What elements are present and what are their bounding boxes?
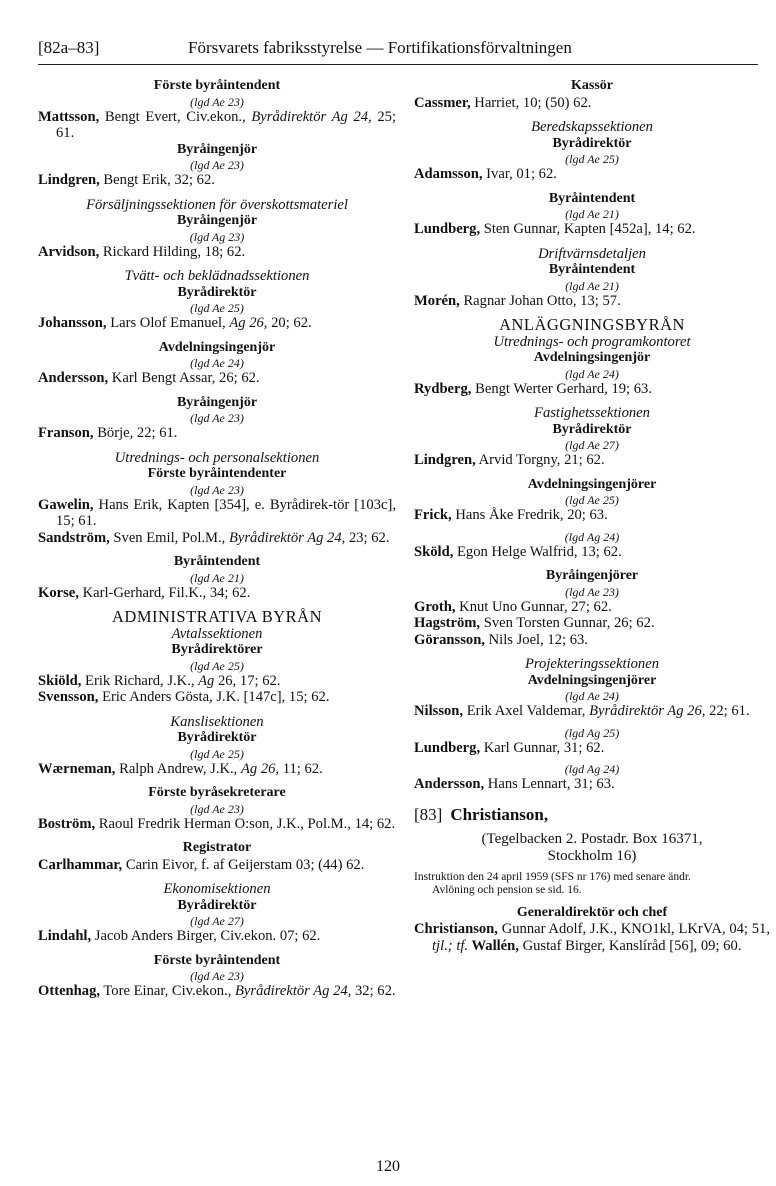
person-entry: Hagström, Sven Torsten Gunnar, 26; 62. — [414, 615, 655, 631]
section-heading: Tvätt- och beklädnadssektionen — [124, 268, 310, 284]
position-title: Byrådirektör — [177, 730, 257, 745]
position-title: Byrådirektör — [552, 421, 632, 437]
page-number: 120 — [376, 1158, 400, 1175]
person-entry: Rydberg, Bengt Werter Gerhard, 19; 63. — [414, 380, 652, 397]
page-reference: [82a–83] — [38, 38, 100, 57]
left-column — [38, 78, 396, 1000]
person-entry: Franson, Börje, 22; 61. — [38, 425, 178, 441]
bureau-heading: ANLÄGGNINGSBYRÅN — [499, 315, 685, 334]
position-title: Byråingenjör — [176, 141, 258, 157]
position-title: Förste byråsekreterare — [148, 785, 286, 800]
salary-grade: (lgd Ae 25) — [565, 152, 619, 166]
position-title: Avdelningsingenjör — [533, 350, 651, 365]
salary-grade: (lgd Ag 24) — [564, 529, 620, 544]
salary-grade: (lgd Ae 24) — [565, 366, 619, 381]
salary-grade: (lgd Ae 25) — [565, 493, 619, 507]
person-entry: Lindahl, Jacob Anders Birger, Civ.ekon. 07; 62. — [38, 928, 321, 944]
position-title: Avdelningsingenjörer — [527, 672, 657, 688]
position-title: Kassör — [571, 78, 613, 93]
position-title: Avdelningsingenjör — [158, 339, 276, 355]
person-entry: Sandström, Sven Emil, Pol.M., Byrådirektör Ag 24, 23; 62. — [38, 529, 390, 546]
position-title: Byråingenjörer — [545, 568, 639, 583]
person-entry: Ottenhag, Tore Einar, Civ.ekon., Byrådirektör Ag 24, 32; 62. — [38, 983, 396, 999]
person-entry: Lundberg, Sten Gunnar, Kapten [452a], 14; 62. — [414, 221, 696, 237]
person-entry: Arvidson, Rickard Hilding, 18; 62. — [38, 243, 246, 260]
section-heading: Utrednings- och personalsektionen — [114, 449, 320, 466]
person-entry: Sköld, Egon Helge Walfrid, 13; 62. — [414, 543, 622, 560]
salary-grade: (lgd Ae 21) — [565, 278, 619, 293]
position-title: Byrådirektör — [552, 135, 632, 151]
person-entry: Svensson, Eric Anders Gösta, J.K. [147c], 15; 62. — [38, 689, 330, 705]
person-entry: Mattsson, Bengt Evert, Civ.ekon., Byrådirektör Ag 24, 25; 61. — [38, 108, 396, 141]
salary-grade: (lgd Ae 25) — [190, 658, 244, 673]
position-title: Byrådirektör — [177, 897, 257, 913]
position-title: Registrator — [182, 840, 252, 855]
salary-grade: (lgd Ae 25) — [190, 301, 244, 315]
bureau-heading: ADMINISTRATIVA BYRÅN — [111, 607, 322, 626]
person-entry: Skiöld, Erik Richard, J.K., Ag 26, 17; 62. — [38, 672, 281, 689]
section-heading: Utrednings- och programkontoret — [493, 333, 691, 350]
header-rule — [38, 64, 758, 65]
salary-grade: (lgd Ae 23) — [190, 94, 244, 109]
salary-grade: (lgd Ae 21) — [565, 207, 619, 221]
person-entry: Carlhammar, Carin Eivor, f. af Geijerstam 03; (44) 62. — [38, 856, 365, 873]
salary-grade: (lgd Ag 24) — [564, 762, 620, 776]
position-title: Byråintendent — [173, 554, 261, 569]
position-title: Byrådirektör — [177, 284, 257, 300]
right-column — [414, 78, 770, 954]
position-title: Byråintendent — [548, 262, 636, 277]
person-entry: Lindgren, Bengt Erik, 32; 62. — [38, 172, 215, 188]
person-entry: Morén, Ragnar Johan Otto, 13; 57. — [414, 292, 621, 309]
person-entry: Groth, Knut Uno Gunnar, 27; 62. — [414, 598, 612, 615]
section-heading: Beredskapssektionen — [531, 119, 653, 135]
salary-grade: (lgd Ae 23) — [190, 482, 244, 497]
salary-grade: (lgd Ag 25) — [564, 725, 620, 740]
person-entry: Lundberg, Karl Gunnar, 31; 62. — [414, 739, 605, 756]
salary-grade: (lgd Ag 23) — [189, 229, 245, 244]
section-heading: Driftvärnsdetaljen — [538, 245, 646, 262]
section-heading: Avtalssektionen — [171, 625, 263, 642]
section-heading: Ekonomisektionen — [163, 881, 271, 897]
person-entry: Korse, Karl-Gerhard, Fil.K., 34; 62. — [38, 584, 251, 601]
person-entry: Göransson, Nils Joel, 12; 63. — [414, 631, 588, 648]
person-entry: Christianson, Gunnar Adolf, J.K., KNO1kl, LKrVA, 04; 51, tjl.; tf. Wallén, Gustaf Birger, Kanslíråd [56], 09; 60. — [414, 921, 770, 954]
salary-grade: (lgd Ae 23) — [190, 411, 244, 425]
position-title: Avdelningsingenjörer — [527, 476, 657, 492]
position-title: Förste byråintendent — [153, 952, 281, 968]
salary-grade: (lgd Ae 21) — [190, 570, 244, 585]
section-heading: Kanslisektionen — [170, 713, 264, 730]
salary-grade: (lgd Ae 23) — [190, 969, 244, 983]
position-title: Generaldirektör och chef — [516, 904, 668, 920]
salary-grade: (lgd Ae 23) — [190, 158, 244, 172]
salary-grade: (lgd Ae 23) — [190, 801, 244, 816]
person-entry: Cassmer, Harriet, 10; (50) 62. — [414, 94, 592, 111]
salary-grade: (lgd Ae 25) — [190, 746, 244, 761]
salary-grade: (lgd Ae 27) — [190, 914, 244, 928]
position-title: Byråingenjör — [176, 213, 258, 228]
salary-grade: (lgd Ae 23) — [565, 584, 619, 599]
position-title: Förste byråintendent — [153, 78, 281, 93]
header-title: Försvarets fabriksstyrelse — Fortifikationsförvaltningen — [188, 38, 572, 57]
organization-address: (Tegelbacken 2. Postadr. Box 16371, Stockholm 16) — [481, 830, 703, 864]
person-entry: Andersson, Hans Lennart, 31; 63. — [414, 776, 615, 792]
salary-grade: (lgd Ae 24) — [190, 356, 244, 370]
person-entry: Frick, Hans Åke Fredrik, 20; 63. — [414, 507, 608, 523]
person-entry: Gawelin, Hans Erik, Kapten [354], e. Byrådirek-tör [103c], 15; 61. — [38, 496, 396, 529]
section-heading: Fastighetssektionen — [534, 405, 650, 421]
person-entry: Wærneman, Ralph Andrew, J.K., Ag 26, 11; 62. — [38, 760, 323, 777]
section-heading: Försäljningssektionen för överskottsmateriel — [86, 196, 348, 213]
position-title: Byrådirektörer — [171, 642, 263, 657]
instruction-note: Instruktion den 24 april 1959 (SFS nr 176) med senare ändr. — [414, 870, 691, 883]
person-entry: Johansson, Lars Olof Emanuel, Ag 26, 20; 62. — [38, 315, 312, 331]
person-entry: Adamsson, Ivar, 01; 62. — [414, 166, 557, 182]
section-heading: Projekteringssektionen — [524, 656, 659, 672]
position-title: Förste byråintendenter — [147, 466, 287, 481]
person-entry: Andersson, Karl Bengt Assar, 26; 62. — [38, 370, 260, 386]
position-title: Byråintendent — [548, 190, 636, 206]
salary-grade: (lgd Ae 27) — [565, 438, 619, 452]
person-entry: Lindgren, Arvid Torgny, 21; 62. — [414, 452, 605, 468]
position-title: Byråingenjör — [176, 394, 258, 410]
person-entry: Nilsson, Erik Axel Valdemar, Byrådirektör Ag 26, 22; 61. — [414, 703, 750, 719]
salary-grade: (lgd Ae 24) — [565, 689, 619, 703]
person-entry: Boström, Raoul Fredrik Herman O:son, J.K., Pol.M., 14; 62. — [38, 815, 396, 832]
pay-note: Avlöning och pension se sid. 16. — [432, 883, 582, 896]
running-header — [38, 38, 758, 64]
organization-heading: [83] Christianson, — [414, 804, 549, 824]
